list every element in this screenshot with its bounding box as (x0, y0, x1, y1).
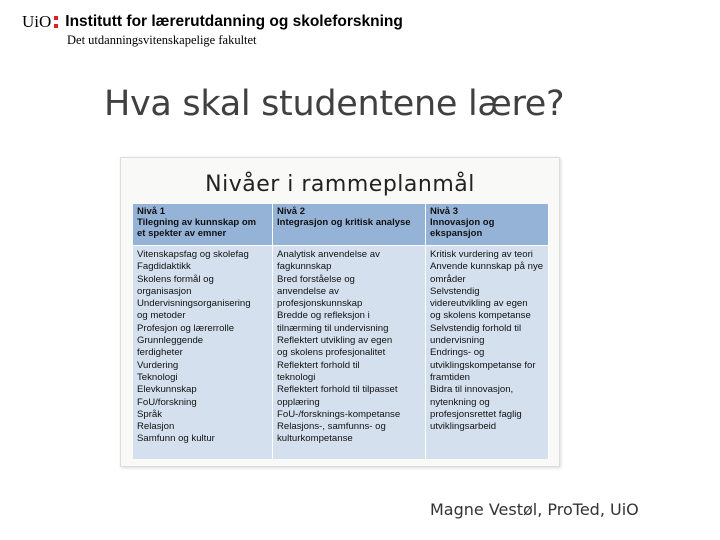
level-item: utviklingskompetanse for (430, 359, 536, 371)
level-2-items (273, 246, 426, 459)
level-item: Elevkunnskap (137, 384, 197, 396)
uio-logo[interactable]: UiO (22, 12, 52, 31)
level-item: Fagdidaktikk (137, 261, 191, 273)
level-item: nytenkning og (430, 396, 490, 408)
level-item: områder (430, 273, 466, 285)
slide-title: Hva skal studentene lære? (104, 84, 565, 124)
level-item: Kritisk vurdering av teori (430, 249, 533, 260)
levels-table (133, 204, 549, 459)
level-item: Språk (137, 408, 163, 420)
level-item: Samfunn og kultur (137, 433, 215, 445)
level-item: ferdigheter (137, 347, 183, 359)
level-heading-line: Integrasjon og kritisk analyse (277, 217, 411, 228)
level-2-header (273, 204, 426, 246)
level-item: og skolens profesjonalitet (277, 347, 386, 359)
level-item: Relasjon (137, 421, 175, 433)
level-item: Skolens formål og (137, 273, 214, 285)
level-item: framtiden (430, 371, 470, 383)
levels-figure (120, 157, 560, 467)
level-label: Nivå 1 (137, 206, 165, 217)
level-item: utviklingsarbeid (430, 421, 497, 433)
level-item: opplæring (277, 396, 320, 408)
level-3-header (426, 204, 549, 246)
level-item: Reflektert forhold til (277, 359, 360, 371)
level-item: Endrings- og (430, 347, 485, 359)
level-item: og metoder (137, 310, 186, 322)
faculty-name: Det utdanningsvitenskapelige fakultet (67, 33, 257, 47)
level-item: Bidra til innovasjon, (430, 384, 514, 396)
level-item: Reflektert forhold til tilpasset (277, 384, 398, 396)
figure-title: Nivåer i rammeplanmål (205, 172, 475, 197)
level-item: profesjonskunnskap (277, 298, 363, 310)
level-item: undervisning (430, 335, 485, 347)
level-item: fagkunnskap (277, 261, 332, 273)
level-item: Grunnleggende (137, 335, 204, 347)
institution-row (22, 12, 403, 32)
level-item: Profesjon og lærerrolle (137, 322, 235, 334)
level-1-header (133, 204, 273, 246)
level-item: og skolens kompetanse (430, 310, 531, 322)
level-item: Selvstendig (430, 285, 480, 297)
level-item: Reflektert utvikling av egen (277, 335, 393, 347)
level-item: Vurdering (137, 359, 179, 371)
level-3-items (426, 246, 549, 459)
level-item: anvendelse av (277, 285, 339, 297)
institution-header (22, 12, 403, 48)
level-1-items (133, 246, 273, 459)
level-item: Teknologi (137, 371, 178, 383)
level-heading-line: ekspansjon (430, 228, 483, 239)
level-heading-line: Innovasjon og (430, 217, 495, 228)
level-label: Nivå 2 (277, 206, 305, 217)
level-item: Bred forståelse og (277, 273, 355, 285)
level-item: videreutvikling av egen (430, 298, 528, 310)
level-heading-line: Tilegning av kunnskap om (137, 217, 257, 228)
level-heading-line: et spekter av emner (137, 228, 227, 239)
level-item: FoU/forskning (137, 396, 197, 408)
institute-name: Institutt for lærerutdanning og skoleforskning (65, 13, 403, 30)
uio-logo-colon-icon (54, 14, 58, 30)
level-item: profesjonsrettet faglig (430, 408, 522, 420)
level-item: Analytisk anvendelse av (277, 249, 380, 260)
level-item: FoU-/forsknings-kompetanse (277, 408, 401, 420)
author-credit: Magne Vestøl, ProTed, UiO (430, 500, 639, 519)
level-item: Anvende kunnskap på nye (430, 261, 544, 273)
level-item: Relasjons-, samfunns- og (277, 421, 386, 433)
level-item: tilnærming til undervisning (277, 322, 389, 334)
level-item: teknologi (277, 371, 316, 383)
level-label: Nivå 3 (430, 206, 458, 217)
level-item: Undervisningsorganisering (137, 298, 251, 310)
level-item: organisasjon (137, 285, 192, 297)
level-item: Vitenskapsfag og skolefag (137, 249, 249, 260)
level-item: Bredde og refleksjon i (277, 310, 370, 322)
level-item: kulturkompetanse (277, 433, 353, 445)
level-item: Selvstendig forhold til (430, 322, 522, 334)
